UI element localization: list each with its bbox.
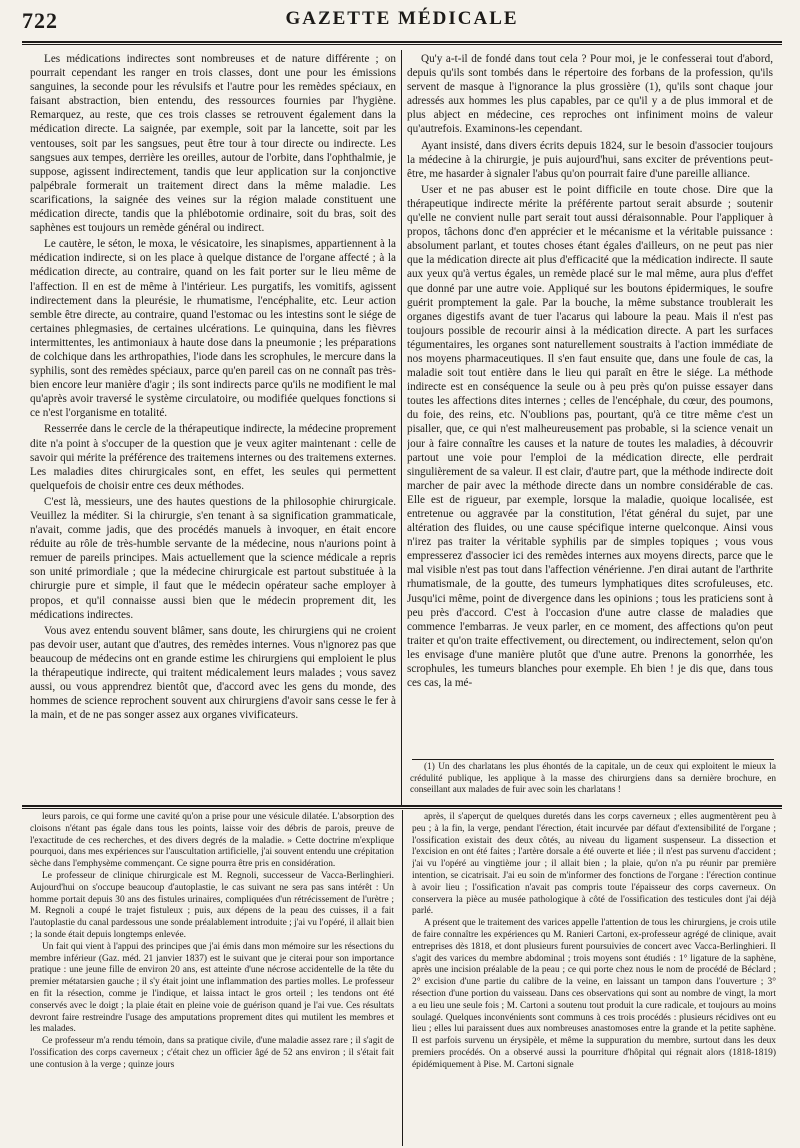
- paragraph: Ce professeur m'a rendu témoin, dans sa pratique civile, d'une maladie assez rare ; il s'agit de l'ossification des corps caverneux ; c'était chez un officier âgé de 52 ans environ ; il s'était fait une contusion à la verge ; quinze jours: [30, 1036, 394, 1070]
- header-rule: [22, 41, 782, 43]
- paragraph: Le professeur de clinique chirurgicale est M. Regnoli, successeur de Vacca-Berlinghieri. Aujourd'hui on s'occupe beaucoup d'autoplastie, le cas suivant ne sera pas sans intérêt : Un homme portait depuis 30 ans des fistules urinaires, compliquées d'un rétrécissement de l'urètre ; M. Regnoli a coupé le trajet fistuleux ; puis, aux dépens de la peau des cuisses, il a fait l'autoplastie du canal pardessous une sonde préalablement introduite ; j'ai vu l'opéré, il allait bien ; la sonde était depuis longtemps enlevée.: [30, 870, 394, 940]
- paragraph: Vous avez entendu souvent blâmer, sans doute, les chirurgiens qui ne croient pas devoir user, autant que d'autres, des remèdes internes. Vous n'ignorez pas que beaucoup de médecins ont en grande estime les chirurgiens qui emploient le plus la thérapeutique indirecte, qui traitent médicalement leurs malades ; vous savez aussi, ou vous apprendrez bientôt que, d'accord avec les gens du monde, des hommes de science reprochent souvent aux chirurgiens d'avoir sans cesse le fer à la main, et de ne pas songer assez aux organes vivificateurs.: [30, 624, 396, 722]
- right-column: [407, 52, 773, 756]
- paragraph: A présent que le traitement des varices appelle l'attention de tous les chirurgiens, je crois utile de faire connaître les expériences qu M. Ranieri Cartoni, ex-professeur agrégé de clinique, avait entreprises dès 1818, et dont plusieurs furent poursuivies de concert avec Vacca-Berlinghieri. Il s'agit des varices du membre abdominal ; trois moyens sont étudiés : 1° ligature de la saphène, après une incision préalable de la peau ; ce qui porte chez nous le nom de procédé de Béclard ; 2° excision d'une partie du calibre de la veine, en laissant un tampon dans l'ouverture ; 3° résection d'une portion du vaisseau. Dans ces observations qui sont au nombre de vingt, la mort a eu lieu une seule fois ; M. Cartoni a soutenu tout produit la cure radicale, et toujours au moins soulagé. Quelques inconvénients sont communs à ces trois procédés : plusieurs récidives ont eu lieu ; elles lui paraissent dues aux nombreuses anastomoses entre la grande et la petite saphène. Il est parfois survenu un érysipèle, et même la suppuration du membre, surtout dans les deux premiers procédés. On a observé aussi la pourriture d'hôpital qui régnait alors (1818-1819) épidémiquement à Pise. M. Cartoni signale: [412, 918, 776, 1070]
- footnote-text: (1) Un des charlatans les plus éhontés de la capitale, un de ceux qui exploitent le mieux la crédulité publique, les applique à la masse des chirurgiens dans sa dernière brochure, en conseillant aux malades de fuir avec soin les charlatans !: [410, 762, 776, 795]
- paragraph: Resserrée dans le cercle de la thérapeutique indirecte, la médecine proprement dite n'a point à s'occuper de la question que je veux agiter maintenant : celle de savoir qui mérite la préférence des traitemens internes ou des traitemens externes. Les maladies dites chirurgicales sont, en effet, les seules qui permettent quelquefois de choisir entre ces deux méthodes.: [30, 423, 396, 492]
- column-divider: [401, 50, 402, 806]
- section-separator-thin: [22, 808, 782, 809]
- paragraph: User et ne pas abuser est le point difficile en toute chose. Dire que la thérapeutique indirecte mérite la préférente partout serait absurde ; soutenir qu'elle ne convient nulle part serait tout aussi déraisonnable. Pour l'appliquer à propos, tâchons donc d'en apprécier et le mécanisme et la véritable puissance : absolument parlant, et toutes choses étant égales d'ailleurs, on ne peut pas nier que la médication directe ait plus d'efficacité que la médication indirecte. Il saute aux yeux qu'à vertus égales, un remède placé sur le mal même, aura plus d'effet que donné par une autre voie. Appliqué sur les boutons épidermiques, le soufre guérit promptement la gale. Par la bouche, la même substance troublerait les organes digestifs avant de tuer l'acarus qui laboure la peau. Mais il n'est pas toujours possible de recourir ainsi à la médication directe. A part les surfaces tégumentaires, les organes sont naturellement soustraits à l'action immédiate de nos moyens pharmaceutiques. Il s'en faut ensuite que, dans une foule de cas, la maladie soit tout entière dans le lieu qui paraît en être le siége. La méthode indirecte est en conséquence la seule ou à peu près qu'on puisse essayer dans toutes les affections dites internes ; celles de l'encéphale, du cœur, des poumons, du foie, des reins, etc. N'oublions pas, pourtant, qu'à ce titre même c'est un pisaller, que, ce qui n'est malheureusement pas probable, si la science venait un jour à faire connaître les causes et la nature de toutes les maladies, à découvrir partout une voie pour l'emploi de la médication directe, elle perdrait singulièrement de sa valeur. Il est clair, d'autre part, que la méthode indirecte doit marcher de pair avec la méthode directe dans un nombre considérable de cas. Elle est de rigueur, par exemple, lorsque la maladie, quoique localisée, est entretenue ou aggravée par la constitution, l'état général du sujet, par une altération des fluides, ou une cause spécifique interne quelconque. Ainsi vous n'irez pas traiter la véritable syphilis par de simples topiques ; vous vous empresserez d'associer ici des remèdes internes aux moyens directs, parce que le mal visible n'est pas tout dans l'affection vénérienne. J'en dirai autant de l'arthrite rhumatismale, de la goutte, des tumeurs lymphatiques dites scrofuleuses, etc. Jusqu'ici même, point de divergence dans les opinions ; tous les praticiens sont à peu près d'accord. C'est à l'occasion d'une autre classe de maladies que commence l'embarras. Je veux parler, en ce moment, des affections qu'on peut traiter et qu'on traite effectivement, ou directement, ou indirectement, selon qu'on les envisage d'une manière plutôt que d'une autre. Prenons la gonorrhée, les scrophules, les tumeurs blanches pour exemple. Eh bien ! je dis que, dans tous ces cas, la mé-: [407, 183, 773, 690]
- journal-title: GAZETTE MÉDICALE: [285, 8, 519, 29]
- paragraph: C'est là, messieurs, une des hautes questions de la philosophie chirurgicale. Veuillez la méditer. Si la chirurgie, s'en tenant à sa signification grammaticale, n'avait, comme jadis, que des procédés manuels à invoquer, en était encore réduite au rôle de très-humble servante de la médecine, nous n'aurions point à remuer de pareils principes. Mais actuellement que la science médicale a repris son unité primordiale ; que la médecine chirurgicale est partout substituée à la chirurgie pure et simple, il faut que le médecin opérateur sache employer à propos, et qu'il connaisse aussi bien que le médecin proprement dit, les médications indirectes.: [30, 495, 396, 621]
- footnote: [410, 762, 776, 797]
- footnote-rule: [412, 759, 774, 760]
- paragraph: après, il s'aperçut de quelques duretés dans les corps caverneux ; elles augmentèrent peu à peu ; à la fin, la verge, pendant l'érection, était incurvée par défaut d'extensibilité de l'organe ; l'ossification existait des deux côtés, au niveau du ligament suspenseur. La dissection et l'excision en ont été faites ; l'artère dorsale a été ouverte et liée ; il n'est pas survenu d'accident ; j'ai vu l'opéré au vingtième jour ; il allait bien ; la plaie, qu'on n'a pu réunir par première intention, se cicatrisait. J'ai eu soin de m'informer des fonctions de l'organe : l'érection continue à avoir lieu ; l'ossification n'avait pas compris toute l'épaisseur des corps caverneux. On conservera la pièce au musée pathologique à côté de l'ossification des testicules dont j'ai déjà parlé.: [412, 812, 776, 917]
- paragraph: Les médications indirectes sont nombreuses et de nature différente ; on pourrait cependant les ranger en trois classes, dont une pour les émissions sanguines, la seconde pour les révulsifs et l'autre pour les remèdes spéciaux, en faisant abstraction, bien entendu, des ressources fournies par l'hygiène. Remarquez, au reste, que ces trois classes se retrouvent également dans la médication directe. La saignée, par exemple, soit par la lancette, soit par les ventouses, soit par les sangsues, peut être tour à tour directe ou indirecte. Les sangsues aux tempes, derrière les oreilles, autour de l'orbite, dans l'ophthalmie, je suppose, agissent indirectement, tandis que leur application sur la conjonctive palpébrale formerait un traitement direct dans la même maladie. Les scarifications, la saignée des veines sur la région malade constituent une médication directe, tandis que la phlébotomie ordinaire, soit du bras, soit des saphènes est toujours un remède général ou indirect.: [30, 53, 396, 235]
- section-separator: [22, 805, 782, 807]
- paragraph: Qu'y a-t-il de fondé dans tout cela ? Pour moi, je le confesserai tout d'abord, depuis qu'ils sont tombés dans le répertoire des forbans de la profession, qu'ils servent de masque à l'ignorance la plus grossière (1), qu'ils sont chaque jour adressés aux hommes les plus capables, par ce qu'il y a de plus immoral et de plus abject en médecine, ces reproches ont infiniment moins de valeur qu'autrefois. Examinons-les cependant.: [407, 53, 773, 136]
- page-header: [22, 8, 782, 38]
- paragraph: Ayant insisté, dans divers écrits depuis 1824, sur le besoin d'associer toujours la médecine à la chirurgie, je puis aujourd'hui, sans exciter de préventions peut-être, me hasarder à signaler l'abus qu'on pourrait faire d'une pareille alliance.: [407, 139, 773, 180]
- header-rule-thin: [22, 44, 782, 45]
- paragraph: leurs parois, ce qui forme une cavité qu'on a prise pour une vésicule dilatée. L'absorption des cloisons n'étant pas égale dans tous les points, laisse voir des débris de parois, preuve de l'exactitude de ces recherches, et des divers degrés de la maladie. » Cette doctrine m'explique pourquoi, dans mes expériences sur l'auscultation artificielle, j'ai souvent entendu une crépitation sèche dans l'emphysème commençant. Ce signe pourra être pris en considération.: [30, 812, 394, 870]
- bottom-column-divider: [402, 810, 403, 1146]
- left-column: [30, 52, 396, 804]
- bottom-right-column: [412, 812, 776, 1142]
- page-number: 722: [22, 8, 58, 33]
- paragraph: Un fait qui vient à l'appui des principes que j'ai émis dans mon mémoire sur les résections du membre inférieur (Gaz. méd. 21 janvier 1837) est le suivant que je citerai pour son importance pratique : une jeune fille de environ 20 ans, est atteinte d'une nécrose accidentelle de la tête du premier métatarsien gauche ; il s'y était joint une inflammation des parties molles. Le professeur en fit la résection, comme je l'indique, et laissa intact le gros orteil ; les tendons ont été conservés avec le doigt ; la plaie était en pleine voie de guérison quand je l'ai vue. Ces résultats devront faire restreindre l'usage des amputations proprement dites qui mutilent les membres et les malades.: [30, 941, 394, 1035]
- paragraph: Le cautère, le séton, le moxa, le vésicatoire, les sinapismes, appartiennent à la médication indirecte, si on les place à quelque distance de l'organe affecté ; à la médication directe, au contraire, quand on les fait porter sur le lieu même de l'affection. Il en est de même à l'intérieur. Les purgatifs, les vomitifs, agissent indirectement dans la pleurésie, le rhumatisme, l'encéphalite, etc. Leur action semble être directe, au contraire, quand l'estomac ou les intestins sont le siége de certaines phlegmasies, de certaines ulcérations. Le quinquina, dans les fièvres intermittentes, les antimoniaux à haute dose dans la pneumonie ; les préparations de colchique dans les arthropathies, l'iode dans les scrophules, le mercure dans la syphilis, sont des remèdes spéciaux, parce qu'en pareil cas on ne connaît pas très-bien encore leur manière d'agir ; ils sont indirects parce qu'ils ne modifient le mal qu'après avoir traversé le système circulatoire, ou modifiée quelques fonctions si ce n'est l'organisme en totalité.: [30, 238, 396, 420]
- bottom-left-column: [30, 812, 394, 1142]
